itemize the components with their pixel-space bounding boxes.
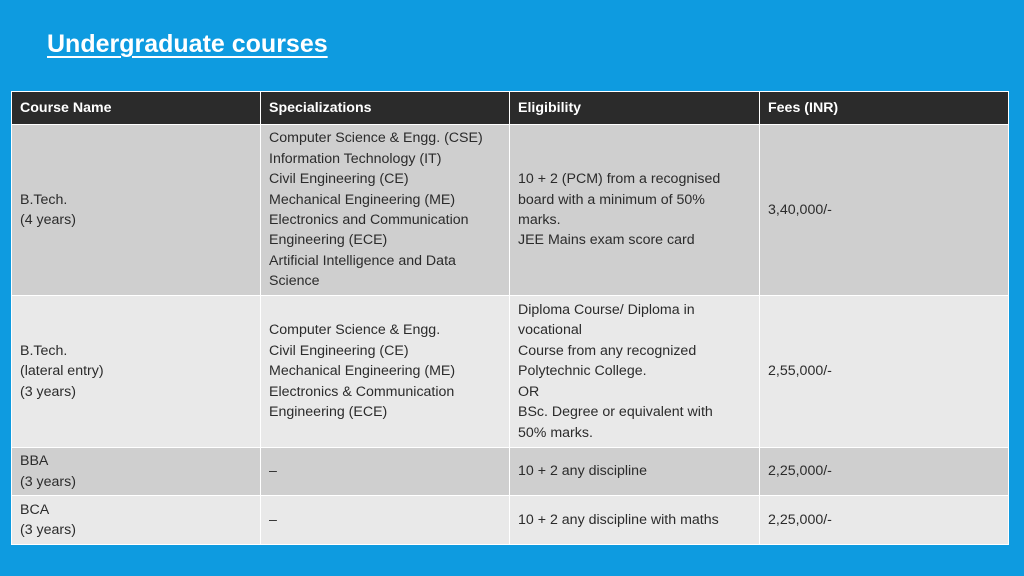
page-title: Undergraduate courses [47, 30, 328, 58]
fees-cell: 2,25,000/- [760, 496, 1009, 545]
eligibility-cell: 10 + 2 (PCM) from a recognised board with a minimum of 50% marks. JEE Mains exam score card [510, 125, 760, 296]
fees-cell: 2,55,000/- [760, 296, 1009, 448]
course-name-cell: BCA (3 years) [12, 496, 261, 545]
specializations-cell: – [261, 496, 510, 545]
header-specializations: Specializations [261, 92, 510, 125]
course-name-cell: BBA (3 years) [12, 448, 261, 496]
eligibility-cell: 10 + 2 any discipline [510, 448, 760, 496]
course-name-cell: B.Tech. (4 years) [12, 125, 261, 296]
specializations-cell: Computer Science & Engg. Civil Engineering (CE) Mechanical Engineering (ME) Electronics & Communication Engineering (ECE) [261, 296, 510, 448]
header-fees: Fees (INR) [760, 92, 1009, 125]
course-name-cell: B.Tech. (lateral entry) (3 years) [12, 296, 261, 448]
table-row [12, 296, 1009, 448]
eligibility-cell: Diploma Course/ Diploma in vocational Course from any recognized Polytechnic College. OR BSc. Degree or equivalent with 50% marks. [510, 296, 760, 448]
specializations-cell: – [261, 448, 510, 496]
table-row [12, 125, 1009, 296]
specializations-cell: Computer Science & Engg. (CSE) Information Technology (IT) Civil Engineering (CE) Mechanical Engineering (ME) Electronics and Communication Engineering (ECE) Artificial Intelligence and Data Science [261, 125, 510, 296]
header-eligibility: Eligibility [510, 92, 760, 125]
header-course-name: Course Name [12, 92, 261, 125]
table-row [12, 448, 1009, 496]
fees-cell: 3,40,000/- [760, 125, 1009, 296]
table-header-row [12, 92, 1009, 125]
eligibility-cell: 10 + 2 any discipline with maths [510, 496, 760, 545]
courses-table [11, 91, 1009, 545]
table-row [12, 496, 1009, 545]
fees-cell: 2,25,000/- [760, 448, 1009, 496]
